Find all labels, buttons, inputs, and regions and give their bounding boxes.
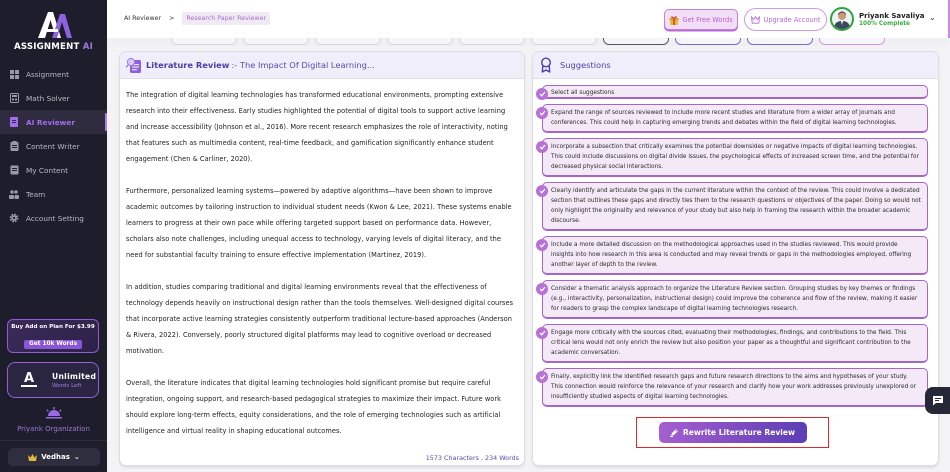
sidebar-item-label: Account Setting (26, 213, 84, 223)
suggestion-item[interactable] (542, 368, 928, 407)
suggestions-title: Suggestions (560, 60, 611, 70)
sidebar-item-label: Content Writer (26, 141, 80, 151)
sunrise-icon (45, 407, 63, 419)
checkmark-icon (536, 283, 548, 295)
words-left-card (7, 362, 99, 398)
tool-tab[interactable] (387, 38, 453, 45)
suggestions-list (533, 79, 938, 407)
suggestion-item[interactable] (542, 182, 928, 231)
literature-review-text[interactable] (120, 79, 524, 439)
chat-icon (932, 395, 944, 406)
page-title: Literature Review (146, 60, 230, 70)
organization[interactable] (0, 404, 107, 433)
crown-icon (28, 454, 37, 461)
checkmark-icon (536, 239, 548, 251)
sidebar-item-assignment[interactable] (0, 62, 107, 86)
workspace-name: Vedhas (41, 453, 70, 461)
upgrade-account-button[interactable] (744, 8, 827, 31)
sidebar-item-content-writer[interactable] (0, 134, 107, 158)
suggestion-item[interactable] (542, 324, 928, 363)
brand-logo[interactable] (0, 8, 107, 52)
suggestion-item[interactable] (542, 138, 928, 177)
rewrite-literature-review-button[interactable] (659, 422, 807, 443)
suggestion-item[interactable] (542, 280, 928, 319)
top-bar (107, 0, 950, 38)
page-subtitle: :- The Impact Of Digital Learning... (231, 60, 375, 70)
select-all-label: Select all suggestions (551, 90, 615, 96)
sidebar (0, 0, 107, 472)
sidebar-item-label: Assignment (26, 69, 69, 79)
article-paragraph: The integration of digital learning technologies has transformed educational environments, prompting extensive research into their effectiveness. Early studies highlighted the potential of digital tools to support active learning and increase accessibility (Johnson et al., 2016). More recent research emphasizes the role of interactivity, noting that features such as multimedia content, real-time feedback, and gamification significantly enhance student engagement (Chen & Carliner, 2020). (126, 91, 508, 163)
user-name[interactable]: Priyank Savaliya (859, 12, 925, 20)
sidebar-item-math-solver[interactable] (0, 86, 107, 110)
calculator-icon (9, 93, 19, 103)
checkmark-icon (536, 141, 548, 153)
suggestion-text: Expand the range of sources reviewed to include more recent studies and literature from a wider array of journals and conferences. This could help in capturing emerging trends and debates within the field of digital learning technologies. (551, 110, 897, 126)
breadcrumb-parent[interactable]: AI Reviewer (124, 15, 162, 22)
clipboard-icon (9, 141, 19, 151)
sidebar-item-label: Math Solver (26, 93, 70, 103)
sidebar-item-ai-reviewer[interactable] (0, 110, 107, 134)
suggestions-header (533, 52, 938, 79)
tool-tab[interactable] (819, 38, 885, 45)
select-all-suggestions-checkbox[interactable] (542, 85, 928, 99)
tool-tab[interactable] (171, 38, 237, 45)
rewrite-highlight-box (636, 417, 829, 448)
checkmark-icon (536, 327, 548, 339)
sidebar-item-team[interactable] (0, 182, 107, 206)
award-ribbon-icon (539, 57, 553, 73)
addon-plan-card (7, 319, 99, 353)
crown-outline-icon (751, 16, 760, 24)
avatar[interactable] (830, 7, 854, 31)
sidebar-nav (0, 62, 107, 230)
character-word-count: 1573 Characters , 234 Words (425, 454, 519, 462)
gear-icon (9, 213, 19, 223)
checkmark-icon (536, 371, 548, 383)
breadcrumb (124, 12, 270, 25)
suggestion-text: Clearly identify and articulate the gaps in the current literature within the context of the review. This could involve a dedicated section that outlines these gaps and directly ties them to the research questions or objectives of the paper. Doing so would not only highlight the originality and relevance of your study but also help in framing the research within the broader academic discourse. (551, 188, 921, 224)
tool-tab-active[interactable] (603, 38, 669, 45)
user-menu-chevron-icon[interactable]: ⌄ (929, 13, 936, 22)
article-paragraph: In addition, studies comparing traditional and digital learning environments reveal that the effectiveness of technology depends heavily on instructional design rather than the tools themselves. Well-designed digital courses that incorporate active learning strategies consistently outperform traditional lecture-based approaches (Anderson & Rivera, 2022). Conversely, poorly structured digital platforms may lead to cognitive overload or decreased motivation. (126, 283, 514, 355)
suggestion-text: Include a more detailed discussion on the methodological approaches used in the studies reviewed. This would provide insights into how research in this area is conducted and may reveal trends or gaps in the methodologies employed, offering another layer of depth to the review. (551, 242, 912, 268)
breadcrumb-separator-icon: > (169, 15, 175, 22)
sidebar-item-my-content[interactable] (0, 158, 107, 182)
document-review-icon (9, 117, 19, 127)
chat-support-button[interactable] (925, 387, 950, 414)
tool-tab[interactable] (243, 38, 309, 45)
suggestion-text: Consider a thematic analysis approach to organize the Literature Review section. Grouping studies by key themes or findings (e.g., interactivity, personalization, instructional design) could improve the coherence and flow of the review, making it easier for readers to grasp the complex landscape of digital learning technologies research. (551, 286, 918, 312)
logo-icon (34, 8, 74, 40)
addon-plan-title: Buy Add on Plan For $3.99 (11, 324, 95, 330)
upgrade-account-label: Upgrade Account (763, 15, 821, 24)
words-left-value: Unlimited (52, 371, 97, 381)
document-search-icon (126, 57, 142, 73)
team-icon (9, 189, 19, 199)
gift-icon (669, 15, 679, 25)
tool-tabs-strip (107, 38, 948, 46)
sidebar-divider (0, 440, 107, 441)
breadcrumb-current: Research Paper Reviewer (182, 12, 270, 25)
sidebar-item-label: My Content (26, 165, 68, 175)
suggestions-panel (532, 51, 939, 466)
checkmark-icon (536, 107, 548, 119)
checkmark-icon (536, 88, 548, 100)
sidebar-item-label: Team (26, 189, 46, 199)
checkmark-icon (536, 185, 548, 197)
tool-tab[interactable] (747, 38, 813, 45)
tool-tab[interactable] (459, 38, 525, 45)
suggestion-text: Finally, explicitly link the identified research gaps and future research directions to the aims and hypotheses of your study. This connection would reinforce the relevance of your research and clarify how your work addresses previously unexplored or insufficiently studied aspects of digital learning technologies. (551, 374, 917, 400)
get-free-words-label: Get Free Words (682, 15, 733, 24)
notebook-icon (9, 165, 19, 175)
suggestion-item[interactable] (542, 104, 928, 133)
workspace-switcher[interactable] (8, 448, 100, 466)
words-left-label: Words Left (52, 382, 82, 389)
profile-completion-status: 100% Complete (859, 21, 910, 27)
article-paragraph: Furthermore, personalized learning systems—powered by adaptive algorithms—have been shown to improve academic outcomes by tailoring instruction to individual student needs (Kwon & Lee, 2021). These systems enable learners to progress at their own pace while offering targeted support based on performance data. However, scholars also note challenges, including unequal access to technology, varying levels of digital literacy, and the need for substantial faculty training to ensure effective implementation (Martinez, 2019). (126, 187, 512, 259)
get-free-words-button[interactable] (664, 9, 738, 30)
suggestion-item[interactable] (542, 236, 928, 275)
sidebar-item-label: AI Reviewer (26, 117, 75, 127)
words-logo-icon: A (21, 373, 37, 387)
tool-tab[interactable] (315, 38, 381, 45)
suggestion-text: Engage more critically with the sources cited, evaluating their methodologies, findings, and contributions to the field. This critical lens would not only enrich the review but also position your paper as a thoughtful and significant contribution to the academic conversation. (551, 330, 911, 356)
user-avatar-icon (832, 9, 852, 29)
chevron-down-icon: ⌄ (73, 453, 80, 461)
pen-nib-icon (670, 428, 679, 437)
literature-review-panel (119, 51, 525, 466)
sidebar-item-account-setting[interactable] (0, 206, 107, 230)
rewrite-label: Rewrite Literature Review (682, 428, 796, 437)
tool-tab[interactable] (675, 38, 741, 45)
tool-tab[interactable] (531, 38, 597, 45)
organization-name: Priyank Organization (17, 425, 90, 433)
brand-name: ASSIGNMENT AI (13, 42, 94, 52)
get-10k-words-button[interactable]: Get 10k Words (24, 340, 82, 349)
literature-review-header (120, 52, 524, 79)
article-paragraph: Overall, the literature indicates that digital learning technologies hold significant promise but require careful integration, ongoing support, and research-based pedagogical strategies to maximize their impact. Future work should explore long-term effects, equity considerations, and the role of emerging technologies such as artificial intelligence and virtual reality in shaping educational outcomes. (126, 379, 501, 435)
grid-icon (9, 69, 19, 79)
suggestion-text: Incorporate a subsection that critically examines the potential downsides or negative impacts of digital learning technologies. This could include discussions on digital divide issues, the psychological effects of increased screen time, and the potential for decreased physical social interactions. (551, 144, 919, 170)
